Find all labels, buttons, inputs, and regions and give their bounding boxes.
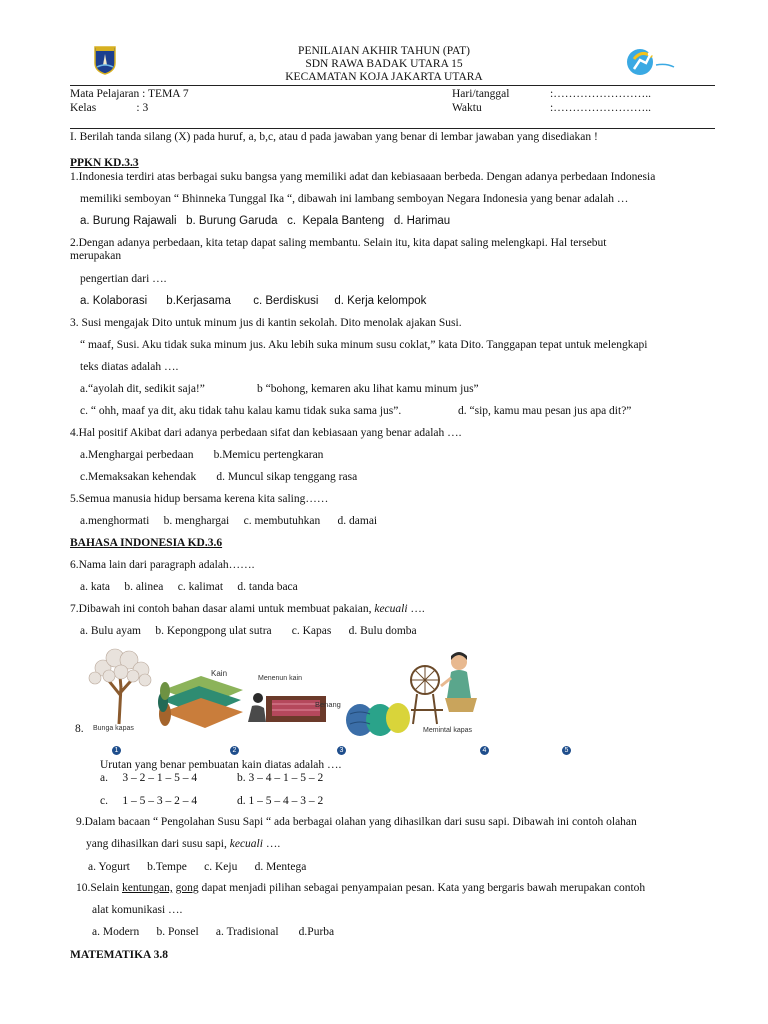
subject-label: Mata Pelajaran : TEMA 7	[70, 88, 189, 100]
q5-options: a.menghormati b. menghargai c. membutuhkan d. damai	[80, 515, 378, 527]
cotton-tree-icon	[85, 646, 155, 726]
q3-text-2: “ maaf, Susi. Aku tidak suka minum jus. Aku lebih suka minum susu coklat,” kata Dito. Tanggapan tepat untuk melengkapi	[80, 339, 648, 351]
q9-text-italic: kecuali	[229, 838, 263, 850]
q6-text-1: 6.Nama lain dari paragraph adalah…….	[70, 559, 255, 571]
date-field: :……………………..	[550, 88, 651, 100]
q9-text-c: ….	[262, 838, 281, 850]
date-label: Hari/tanggal	[452, 88, 510, 100]
q7-text-c: ….	[407, 603, 425, 615]
q2-text-1b: merupakan	[70, 250, 122, 262]
step-badge-5: 5	[562, 746, 571, 755]
thread-spools-icon	[344, 694, 412, 738]
q8-option-c: c. 1 – 5 – 3 – 2 – 4	[100, 795, 198, 807]
q8-illustration	[85, 646, 485, 744]
q9-text-1: 9.Dalam bacaan “ Pengolahan Susu Sapi “ ada berbagai olahan yang dihasilkan dari susu sapi. Dibawah ini contoh olahan	[76, 816, 637, 828]
section-ppkn: PPKN KD.3.3	[70, 157, 139, 169]
header-title-2: SDN RAWA BADAK UTARA 15	[305, 58, 463, 70]
q7-text-italic: kecuali	[374, 603, 408, 615]
q9-text-a: yang dihasilkan dari susu sapi,	[86, 838, 230, 850]
step-badge-4: 4	[480, 746, 489, 755]
q10-text-2: alat komunikasi ….	[92, 904, 183, 916]
q4-text-1: 4.Hal positif Akibat dari adanya perbedaan sifat dan kebiasaan yang benar adalah ….	[70, 427, 462, 439]
q7-text-1	[70, 603, 425, 615]
q4-options-ab: a.Menghargai perbedaan b.Memicu pertengkaran	[80, 449, 324, 461]
q3-option-d: d. “sip, kamu mau pesan jus apa dit?”	[458, 405, 632, 417]
q3-option-c: c. “ ohh, maaf ya dit, aku tidak tahu kalau kamu tidak suka sama jus”.	[80, 405, 402, 417]
q8-option-a: a. 3 – 2 – 1 – 5 – 4	[100, 772, 198, 784]
weaving-loom-icon	[242, 686, 337, 732]
q1-text-1: 1.Indonesia terdiri atas berbagai suku bangsa yang memiliki adat dan kebiasaaan berbeda. Dengan adanya perbedaan Indonesia	[70, 171, 656, 183]
q3-text-1: 3. Susi mengajak Dito untuk minum jus di kantin sekolah. Dito menolak ajakan Susi.	[70, 317, 462, 329]
header-divider	[70, 85, 715, 86]
info-divider	[70, 128, 715, 129]
q7-text-a: 7.Dibawah ini contoh bahan dasar alami untuk membuat pakaian,	[70, 603, 375, 615]
label-bunga-kapas: Bunga kapas	[93, 725, 134, 732]
q5-text-1: 5.Semua manusia hidup bersama kerena kita saling……	[70, 493, 329, 505]
q2-text-1: 2.Dengan adanya perbedaan, kita tetap dapat saling membantu. Selain itu, kita dapat saling melengkapi. Hal tersebut	[70, 237, 607, 249]
q4-options-cd: c.Memaksakan kehendak d. Muncul sikap tenggang rasa	[80, 471, 358, 483]
header-title-1: PENILAIAN AKHIR TAHUN (PAT)	[298, 45, 470, 57]
label-memintal-kapas: Memintal kapas	[423, 727, 473, 734]
q8-question: Urutan yang benar pembuatan kain diatas adalah ….	[100, 759, 342, 771]
q8-option-b: b. 3 – 4 – 1 – 5 – 2	[237, 772, 324, 784]
class-label: Kelas : 3	[70, 102, 149, 114]
section-bahasa-indonesia: BAHASA INDONESIA KD.3.6	[70, 537, 223, 549]
q10-options: a. Modern b. Ponsel a. Tradisional d.Purba	[92, 926, 335, 938]
q2-options: a. Kolaborasi b.Kerjasama c. Berdiskusi d. Kerja kelompok	[80, 295, 427, 307]
time-field: :……………………..	[550, 102, 651, 114]
instruction: I. Berilah tanda silang (X) pada huruf, a, b,c, atau d pada jawaban yang benar di lembar jawaban yang disediakan !	[70, 131, 598, 143]
q3-option-a: a.“ayolah dit, sedikit saja!”	[80, 383, 205, 395]
section-matematika: MATEMATIKA 3.8	[70, 949, 168, 961]
q3-text-3: teks diatas adalah ….	[80, 361, 179, 373]
q9-text-2	[86, 838, 280, 850]
time-label: Waktu	[452, 102, 482, 114]
label-menenun-kain: Menenun kain	[258, 675, 302, 682]
spinning-woman-icon	[407, 650, 485, 726]
header-title-3: KECAMATAN KOJA JAKARTA UTARA	[285, 71, 483, 83]
q10-text-c: dapat menjadi pilihan sebagai penyampaian pesan. Kata yang bergaris bawah merupakan contoh	[198, 882, 646, 894]
step-badge-3: 3	[337, 746, 346, 755]
step-badge-1: 1	[112, 746, 121, 755]
q10-text-1	[76, 882, 645, 894]
q6-options: a. kata b. alinea c. kalimat d. tanda baca	[80, 581, 298, 593]
q3-option-b: b “bohong, kemaren aku lihat kamu minum jus”	[257, 383, 479, 395]
q1-options: a. Burung Rajawali b. Burung Garuda c. Kepala Banteng d. Harimau	[80, 215, 451, 227]
fabric-rolls-icon	[157, 670, 247, 732]
q2-text-2: pengertian dari ….	[80, 273, 167, 285]
q9-options: a. Yogurt b.Tempe c. Keju d. Mentega	[88, 861, 307, 873]
step-badge-2: 2	[230, 746, 239, 755]
q10-underlined-1: kentungan,	[122, 882, 173, 894]
q8-number: 8.	[75, 723, 84, 735]
label-kain: Kain	[211, 669, 228, 678]
q10-underlined-2: gong	[175, 882, 199, 894]
q1-text-2: memiliki semboyan “ Bhinneka Tunggal Ika “, dibawah ini lambang semboyan Negara Indonesia yang benar adalah …	[80, 193, 629, 205]
label-benang: Benang	[315, 700, 341, 709]
q7-options: a. Bulu ayam b. Kepongpong ulat sutra c. Kapas d. Bulu domba	[80, 625, 417, 637]
q8-option-d: d. 1 – 5 – 4 – 3 – 2	[237, 795, 324, 807]
q10-text-a: 10.Selain	[76, 882, 122, 894]
